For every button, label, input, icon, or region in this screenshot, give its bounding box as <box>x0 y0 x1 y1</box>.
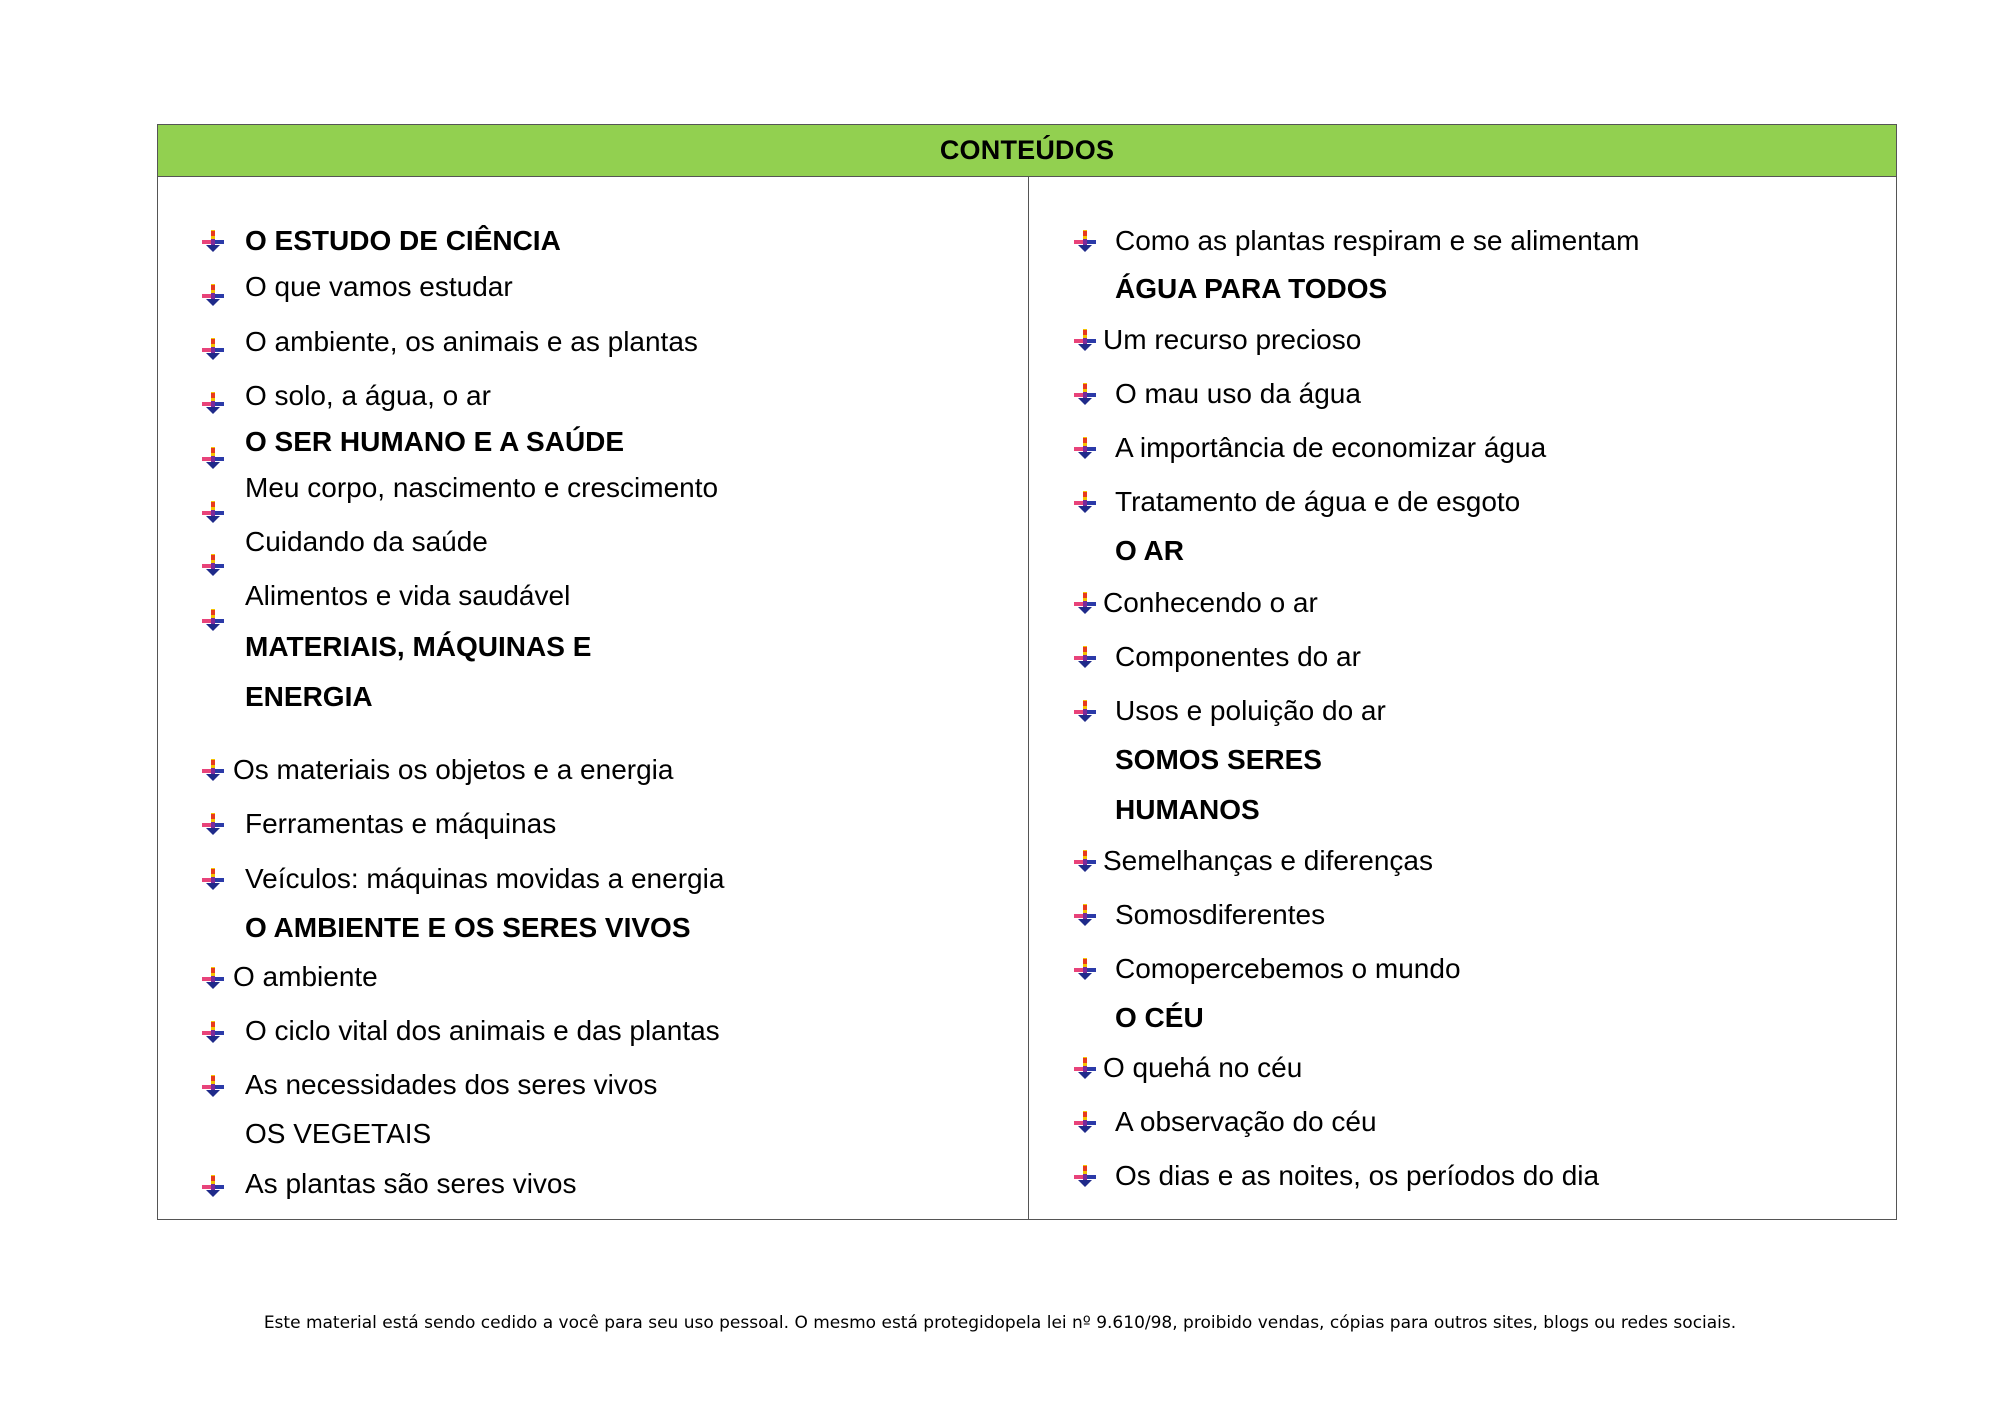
bullet-arrow-icon <box>201 500 225 524</box>
bullet-arrow-icon <box>1073 645 1097 669</box>
bullet-arrow-icon <box>201 553 225 577</box>
right-line-10: Usos e poluição do ar <box>1115 695 1386 726</box>
right-line-18: A observação do céu <box>1115 1106 1377 1137</box>
bullet-arrow-icon <box>1073 1110 1097 1134</box>
footer-notice: Este material está sendo cedido a você para seu uso pessoal. O mesmo está protegidopela lei nº 9.610/98, proibido vendas, cópias para outros sites, blogs ou redes sociais. <box>263 1313 1737 1333</box>
right-line-6: Tratamento de água e de esgoto <box>1115 486 1521 517</box>
right-line-1: Como as plantas respiram e se alimentam <box>1115 225 1640 256</box>
right-line-14: Somosdiferentes <box>1115 899 1326 930</box>
bullet-arrow-icon <box>201 966 225 990</box>
left-line-5: O SER HUMANO E A SAÚDE <box>245 426 625 457</box>
bullet-arrow-icon <box>201 283 225 307</box>
right-line-7: O AR <box>1115 535 1184 566</box>
right-line-15: Comopercebemos o mundo <box>1115 953 1461 984</box>
bullet-arrow-icon <box>201 337 225 361</box>
bullet-arrow-icon <box>1073 229 1097 253</box>
left-line-15: O ambiente <box>233 961 378 992</box>
right-line-4: O mau uso da água <box>1115 378 1361 409</box>
left-line-9: MATERIAIS, MÁQUINAS E <box>245 631 592 662</box>
bullet-arrow-icon <box>1073 436 1097 460</box>
left-line-16: O ciclo vital dos animais e das plantas <box>245 1015 720 1046</box>
bullet-arrow-icon <box>1073 591 1097 615</box>
left-line-7: Cuidando da saúde <box>245 526 488 557</box>
bullet-arrow-icon <box>201 391 225 415</box>
table-header: CONTEÚDOS <box>158 125 1896 177</box>
bullet-arrow-icon <box>201 1074 225 1098</box>
bullet-arrow-icon <box>201 758 225 782</box>
left-line-2: O que vamos estudar <box>245 271 513 302</box>
right-line-16: O CÉU <box>1115 1002 1204 1033</box>
right-line-12: HUMANOS <box>1115 794 1260 825</box>
left-line-19: As plantas são seres vivos <box>245 1168 577 1199</box>
bullet-arrow-icon <box>201 867 225 891</box>
left-line-6: Meu corpo, nascimento e crescimento <box>245 472 719 503</box>
left-line-4: O solo, a água, o ar <box>245 380 491 411</box>
bullet-arrow-icon <box>201 608 225 632</box>
right-line-13: Semelhanças e diferenças <box>1103 845 1433 876</box>
right-line-11: SOMOS SERES <box>1115 744 1322 775</box>
left-line-10: ENERGIA <box>245 681 373 712</box>
right-line-9: Componentes do ar <box>1115 641 1361 672</box>
bullet-arrow-icon <box>1073 490 1097 514</box>
left-line-11: Os materiais os objetos e a energia <box>233 754 674 785</box>
bullet-arrow-icon <box>1073 1164 1097 1188</box>
bullet-arrow-icon <box>201 229 225 253</box>
left-line-1: O ESTUDO DE CIÊNCIA <box>245 225 561 256</box>
bullet-arrow-icon <box>201 812 225 836</box>
right-line-5: A importância de economizar água <box>1115 432 1547 463</box>
right-line-3: Um recurso precioso <box>1103 324 1362 355</box>
bullet-arrow-icon <box>1073 903 1097 927</box>
bullet-arrow-icon <box>1073 382 1097 406</box>
bullet-arrow-icon <box>1073 957 1097 981</box>
bullet-arrow-icon <box>1073 1056 1097 1080</box>
bullet-arrow-icon <box>201 1174 225 1198</box>
right-line-2: ÁGUA PARA TODOS <box>1115 273 1388 304</box>
right-line-19: Os dias e as noites, os períodos do dia <box>1115 1160 1600 1191</box>
right-line-8: Conhecendo o ar <box>1103 587 1318 618</box>
left-line-18: OS VEGETAIS <box>245 1118 432 1149</box>
bullet-arrow-icon <box>201 1020 225 1044</box>
left-line-8: Alimentos e vida saudável <box>245 580 571 611</box>
left-line-17: As necessidades dos seres vivos <box>245 1069 658 1100</box>
column-divider <box>1028 176 1029 1219</box>
left-line-12: Ferramentas e máquinas <box>245 808 557 839</box>
bullet-arrow-icon <box>201 446 225 470</box>
bullet-arrow-icon <box>1073 699 1097 723</box>
bullet-arrow-icon <box>1073 328 1097 352</box>
left-line-3: O ambiente, os animais e as plantas <box>245 326 698 357</box>
left-line-13: Veículos: máquinas movidas a energia <box>245 863 725 894</box>
left-line-14: O AMBIENTE E OS SERES VIVOS <box>245 912 691 943</box>
bullet-arrow-icon <box>1073 849 1097 873</box>
right-line-17: O quehá no céu <box>1103 1052 1303 1083</box>
